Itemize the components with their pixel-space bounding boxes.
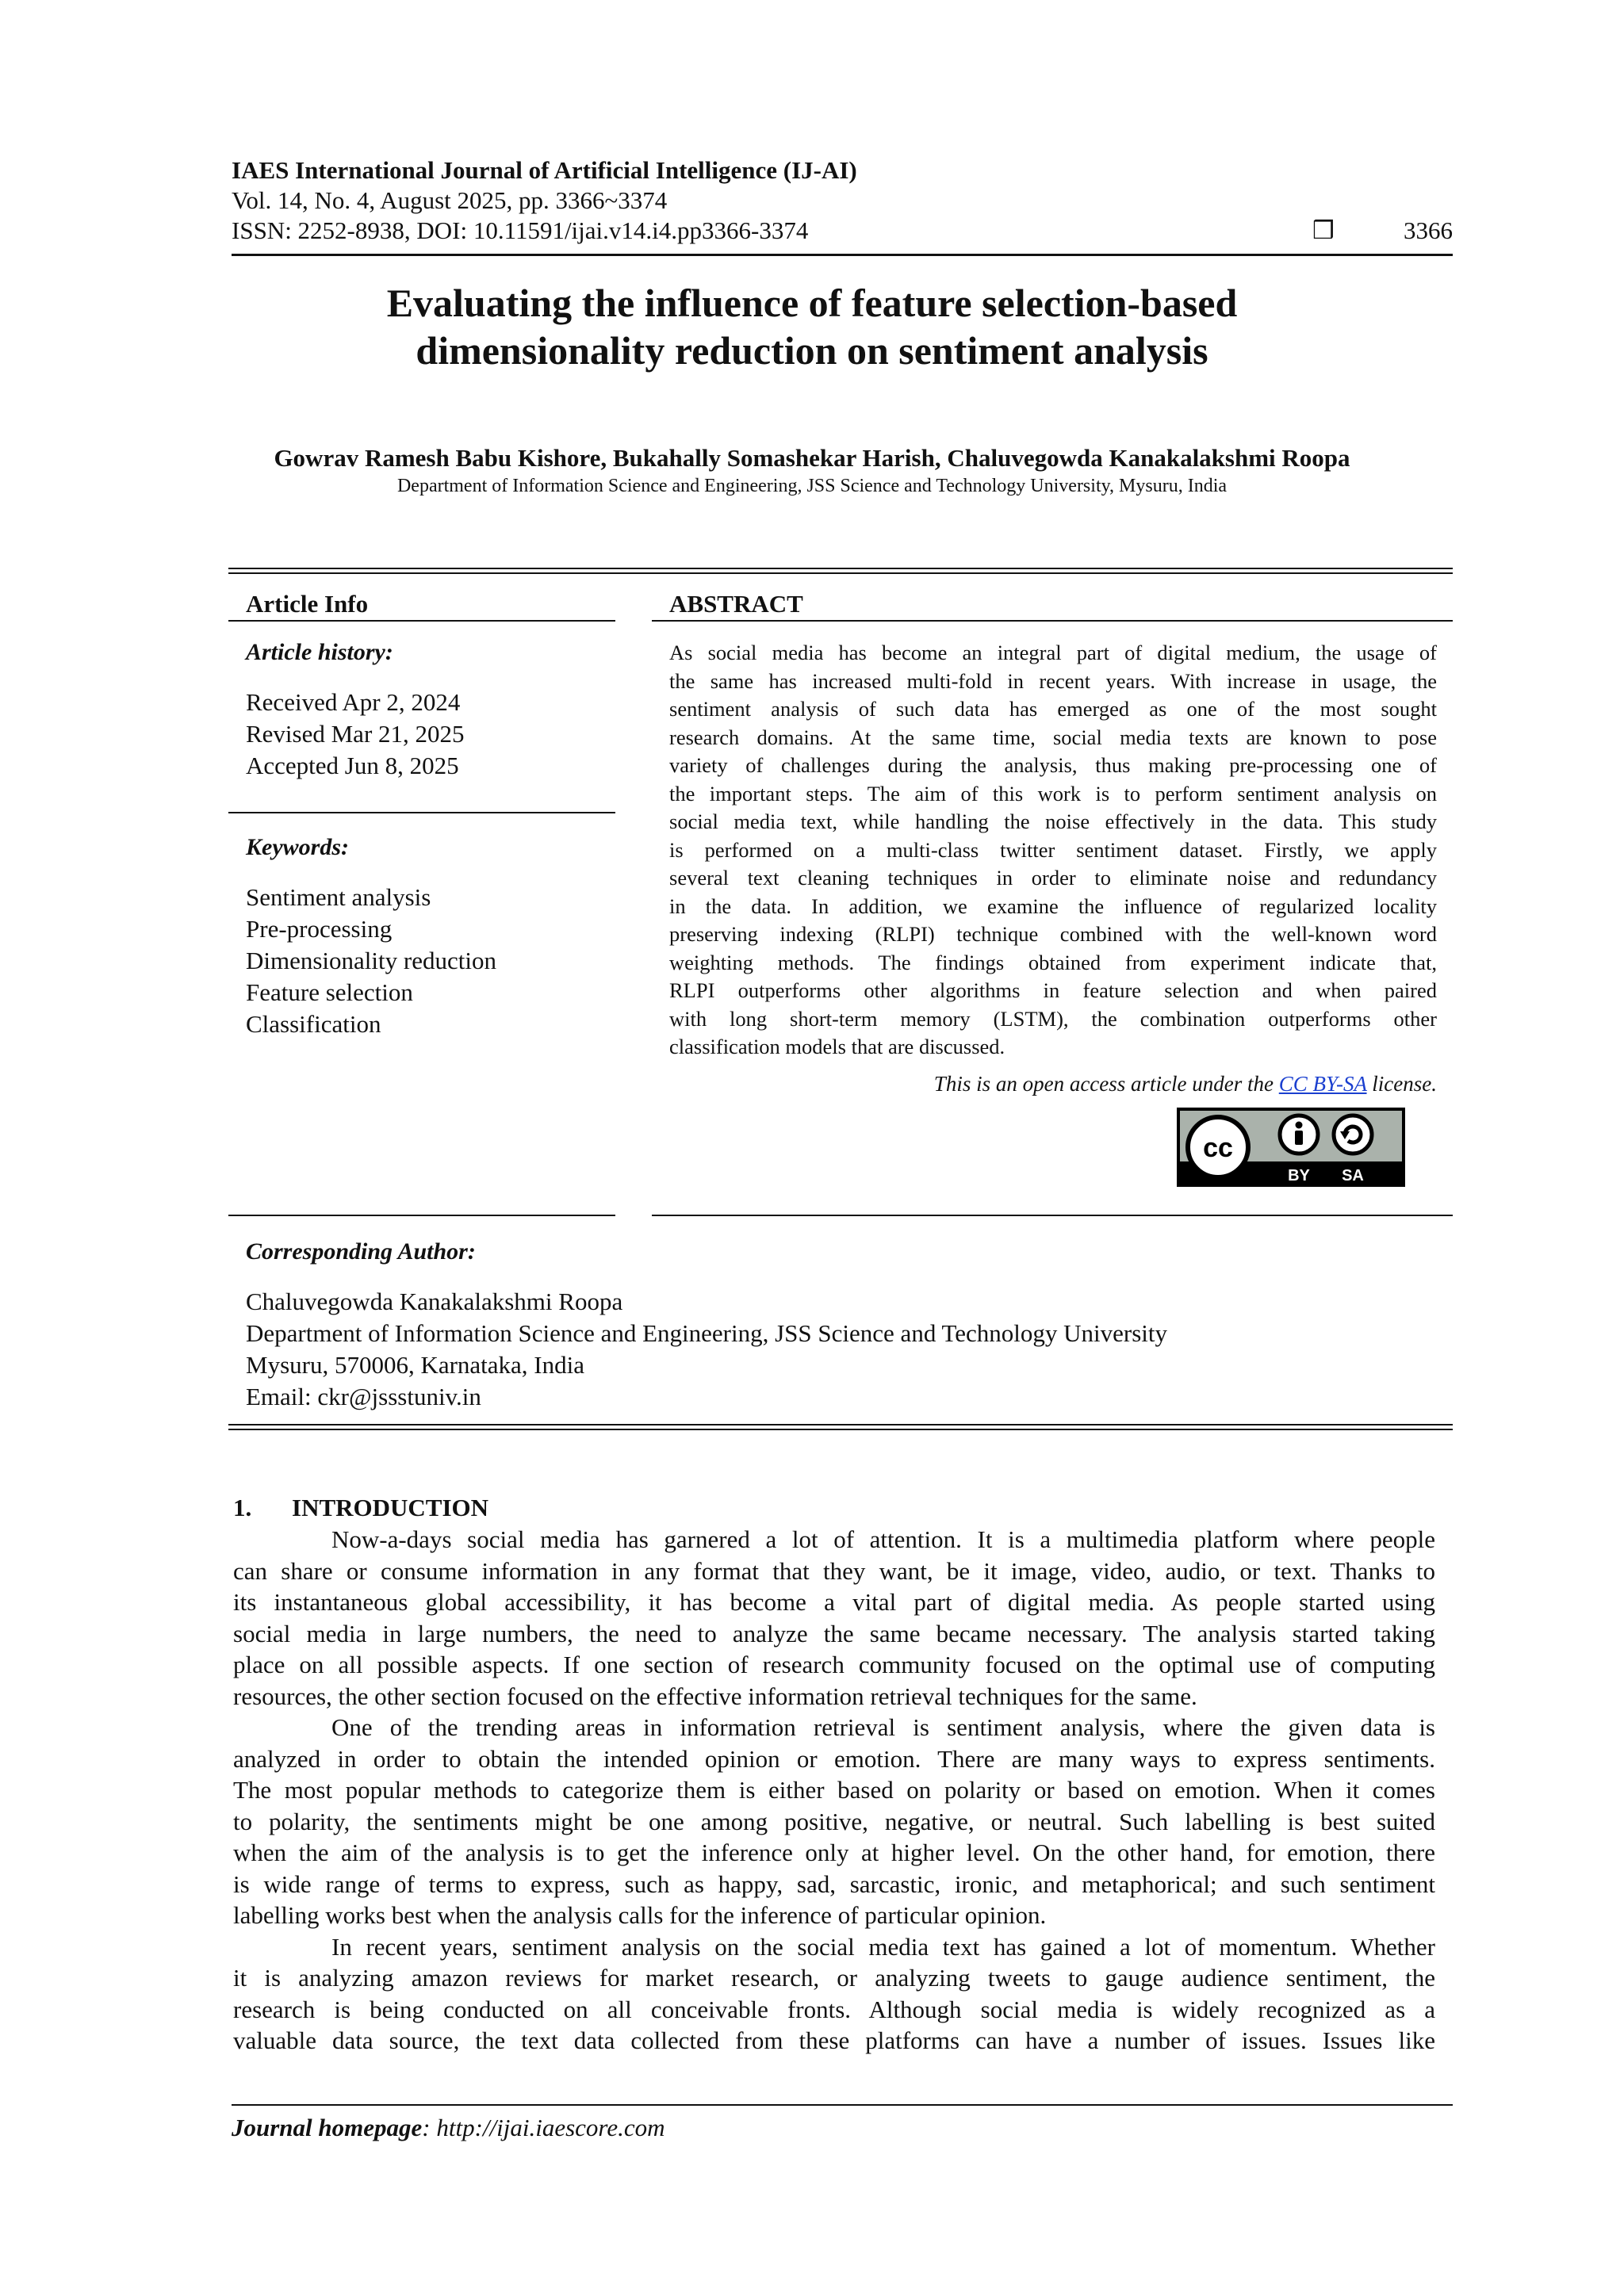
keyword-item: Feature selection	[246, 978, 413, 1006]
corresponding-block	[246, 1286, 1167, 1413]
cc-letters: cc	[1203, 1133, 1233, 1163]
intro-line: research is being conducted on all conceivable fronts. Although social media is widely recognized as a	[233, 1995, 1435, 2023]
intro-line: resources, the other section focused on the effective information retrieval techniques for the same.	[233, 1682, 1197, 1710]
abstract-line: classification models that are discussed.	[669, 1035, 1005, 1058]
corresponding-dept: Department of Information Science and Engineering, JSS Science and Technology University	[246, 1319, 1168, 1347]
keyword-item: Classification	[246, 1010, 381, 1038]
abstract-bottom-rule	[652, 1215, 1453, 1216]
affiliation: Department of Information Science and Engineering, JSS Science and Technology University, Mysuru, India	[396, 476, 1228, 496]
homepage-label: Journal homepage	[232, 2114, 423, 2141]
infobox-bottom-rule-2	[228, 1429, 1453, 1430]
intro-line: its instantaneous global accessibility, it has become a vital part of digital media. As people started using	[233, 1588, 1435, 1616]
intro-line: valuable data source, the text data collected from these platforms can have a number of issues. Issues like	[233, 2026, 1435, 2054]
keyword-item: Sentiment analysis	[246, 883, 431, 911]
revised-date: Revised Mar 21, 2025	[246, 720, 465, 748]
article-info-bottom-rule	[228, 1215, 615, 1216]
abstract-line: several text cleaning techniques in order to eliminate noise and redundancy	[669, 866, 1437, 890]
intro-line: analyzed in order to obtain the intended opinion or emotion. There are many ways to express sentiments.	[233, 1744, 1435, 1773]
intro-line: In recent years, sentiment analysis on the social media text has gained a lot of momentum. Whether	[331, 1932, 1435, 1961]
journal-volume: Vol. 14, No. 4, August 2025, pp. 3366~3374	[232, 186, 668, 214]
abstract-line: sentiment analysis of such data has emerged as one of the most sought	[669, 697, 1437, 721]
abstract-body	[669, 639, 1437, 1062]
keyword-item: Dimensionality reduction	[246, 947, 496, 974]
title-line-2: dimensionality reduction on sentiment analysis	[416, 328, 1208, 373]
sa-icon	[1334, 1115, 1372, 1154]
intro-line: can share or consume information in any format that they want, be it image, video, audio, or text. Thanks to	[233, 1556, 1435, 1585]
open-access-prefix: This is an open access article under the	[933, 1072, 1279, 1096]
sa-label: SA	[1342, 1167, 1364, 1184]
intro-number: 1.	[233, 1494, 252, 1521]
keywords-rule	[228, 812, 615, 813]
abstract-line: the same has increased multi-fold in recent years. With increase in usage, the	[669, 668, 1437, 693]
journal-issn: ISSN: 2252-8938, DOI: 10.11591/ijai.v14.i4.pp3366-3374	[232, 216, 809, 244]
journal-name: IAES International Journal of Artificial Intelligence (IJ-AI)	[232, 156, 857, 184]
abstract-line: preserving indexing (RLPI) technique combined with the well-known word	[669, 922, 1437, 946]
box-icon: ❒	[1312, 216, 1335, 244]
footer-rule	[232, 2104, 1453, 2106]
abstract-line: in the data. In addition, we examine the influence of regularized locality	[669, 894, 1437, 918]
abstract-line: research domains. At the same time, social media texts are known to pose	[669, 725, 1437, 749]
open-access-note	[669, 1072, 1437, 1096]
abstract-line: weighting methods. The findings obtained from experiment indicate that,	[669, 950, 1437, 974]
keywords-list	[246, 882, 496, 1040]
intro-line: Now-a-days social media has garnered a lot of attention. It is a multimedia platform where people	[331, 1525, 1435, 1553]
infobox-top-rule-2	[228, 572, 1453, 574]
infobox-top-rule	[228, 568, 1453, 569]
corresponding-heading: Corresponding Author:	[246, 1238, 476, 1265]
abstract-line: social media text, while handling the noise effectively in the data. This study	[669, 809, 1437, 833]
abstract-line: is performed on a multi-class twitter sentiment dataset. Firstly, we apply	[669, 837, 1437, 862]
page-number: 3366	[1404, 216, 1453, 244]
infobox-bottom-rule	[228, 1424, 1453, 1425]
accepted-date: Accepted Jun 8, 2025	[246, 752, 459, 779]
keyword-item: Pre-processing	[246, 915, 393, 943]
abstract-line: the important steps. The aim of this work is to perform sentiment analysis on	[669, 781, 1437, 806]
homepage-url[interactable]: : http://ijai.iaescore.com	[422, 2114, 665, 2141]
journal-homepage	[232, 2114, 665, 2142]
abstract-line: As social media has become an integral part of digital medium, the usage of	[669, 641, 1437, 664]
intro-line: One of the trending areas in information retrieval is sentiment analysis, where the given data is	[331, 1713, 1435, 1741]
author-list: Gowrav Ramesh Babu Kishore, Bukahally Somashekar Harish, Chaluvegowda Kanakalakshmi Roopa	[274, 444, 1350, 472]
corresponding-city: Mysuru, 570006, Karnataka, India	[246, 1351, 585, 1379]
intro-line: social media in large numbers, the need to analyze the same became necessary. The analysis started taking	[233, 1619, 1435, 1647]
cc-badge-graphic	[1177, 1108, 1405, 1187]
intro-line: to polarity, the sentiments might be one among positive, negative, or neutral. Such labelling is best suited	[233, 1807, 1435, 1835]
intro-line: when the aim of the analysis is to get the inference only at higher level. On the other hand, for emotion, there	[233, 1839, 1435, 1866]
cc-by-sa-badge[interactable]	[1177, 1108, 1405, 1187]
article-info-rule	[228, 620, 615, 622]
article-info-heading: Article Info	[246, 590, 369, 618]
intro-body	[233, 1524, 1435, 2057]
abstract-rule	[652, 620, 1453, 622]
paper-title	[0, 279, 1624, 374]
intro-line: labelling works best when the analysis calls for the inference of particular opinion.	[233, 1901, 1047, 1929]
intro-line: place on all possible aspects. If one section of research community focused on the optimal use of computing	[233, 1651, 1435, 1678]
intro-line: is wide range of terms to express, such as happy, sad, sarcastic, ironic, and metaphorical; and such sentiment	[233, 1869, 1435, 1898]
intro-heading: INTRODUCTION	[292, 1494, 489, 1521]
intro-line: it is analyzing amazon reviews for market research, or analyzing tweets to gauge audience sentiment, the	[233, 1964, 1435, 1992]
title-line-1: Evaluating the influence of feature selection-based	[386, 281, 1238, 325]
abstract-line: variety of challenges during the analysis, thus making pre-processing one of	[669, 753, 1437, 777]
corresponding-name: Chaluvegowda Kanakalakshmi Roopa	[246, 1288, 623, 1315]
corresponding-email: Email: ckr@jssstuniv.in	[246, 1383, 481, 1410]
keywords-heading: Keywords:	[246, 834, 349, 860]
abstract-line: RLPI outperforms other algorithms in feature selection and when paired	[669, 978, 1437, 1002]
by-label: BY	[1288, 1167, 1310, 1184]
open-access-suffix: license.	[1366, 1072, 1437, 1096]
received-date: Received Apr 2, 2024	[246, 688, 461, 716]
header-rule	[232, 254, 1453, 256]
abstract-line: with long short-term memory (LSTM), the combination outperforms other	[669, 1006, 1437, 1031]
abstract-heading: ABSTRACT	[669, 590, 803, 618]
license-link[interactable]: CC BY-SA	[1278, 1072, 1367, 1096]
article-history-heading: Article history:	[246, 639, 393, 665]
intro-line: The most popular methods to categorize them is either based on polarity or based on emotion. When it comes	[233, 1776, 1435, 1804]
